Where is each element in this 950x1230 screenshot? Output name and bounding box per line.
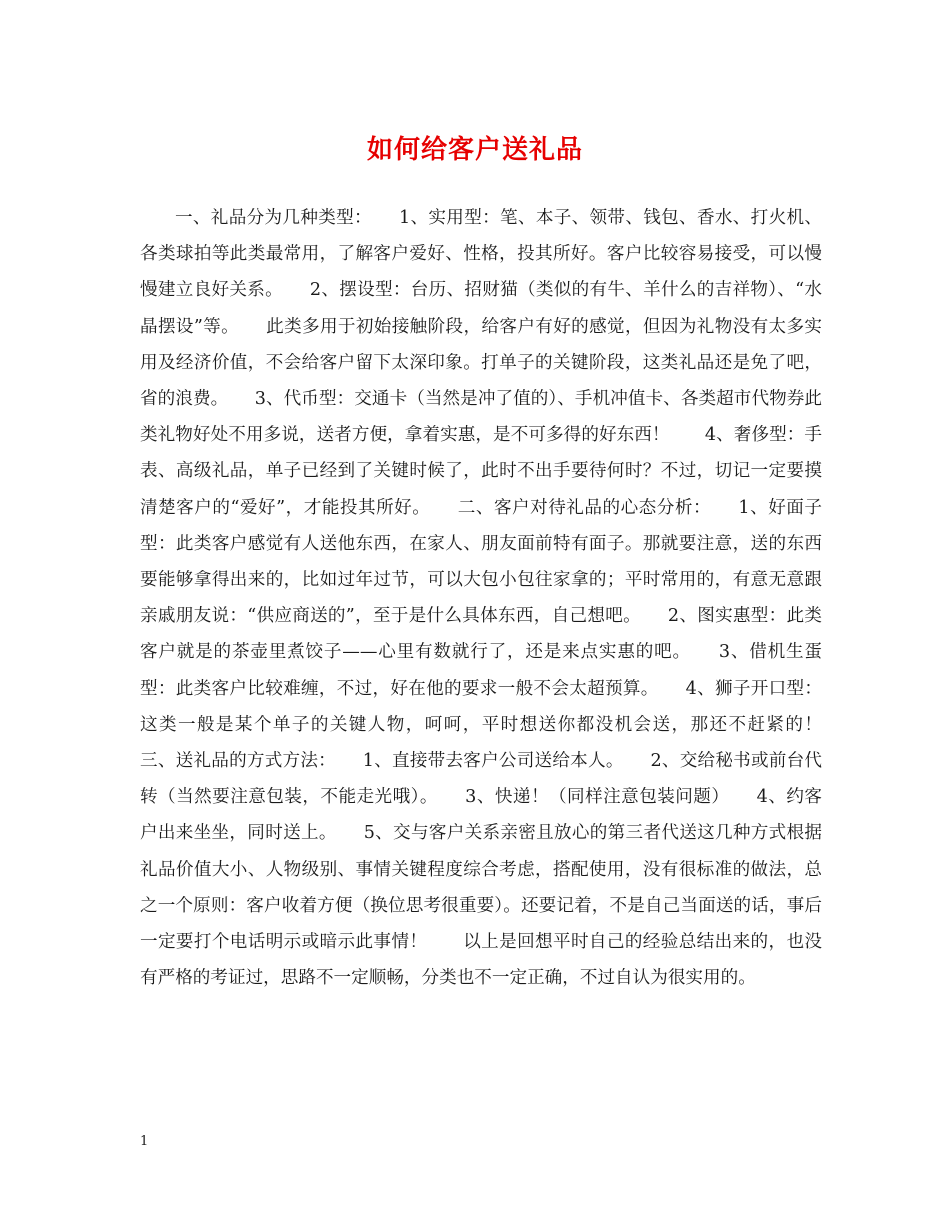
document-body: 一、礼品分为几种类型： 1、实用型：笔、本子、领带、钱包、香水、打火机、各类球拍等此类最常用，了解客户爱好、性格，投其所好。客户比较容易接受，可以慢慢建立良好关系。 2、摆设型：台历、招财猫（类似的有牛、羊什么的吉祥物）、“水晶摆设”等。 此类多用于初始接触阶段，给客户有好的感觉，但因为礼物没有太多实用及经济价值，不会给客户留下太深印象。打单子的关键阶段，这类礼品还是免了吧，省的浪费。 3、代币型：交通卡（当然是冲了值的）、手机冲值卡、各类超市代物券此类礼物好处不用多说，送者方便，拿着实惠，是不可多得的好东西！ 4、奢侈型：手表、高级礼品，单子已经到了关键时候了，此时不出手要待何时？不过，切记一定要摸清楚客户的“爱好”，才能投其所好。 二、客户对待礼品的心态分析： 1、好面子型：此类客户感觉有人送他东西，在家人、朋友面前特有面子。那就要注意，送的东西要能够拿得出来的，比如过年过节，可以大包小包往家拿的；平时常用的，有意无意跟亲戚朋友说：“供应商送的”，至于是什么具体东西，自己想吧。 2、图实惠型：此类客户就是的茶壶里煮饺子——心里有数就行了，还是来点实惠的吧。 3、借机生蛋型：此类客户比较难缠，不过，好在他的要求一般不会太超预算。 4、狮子开口型：这类一般是某个单子的关键人物，呵呵，平时想送你都没机会送，那还不赶紧的！ 三、送礼品的方式方法： 1、直接带去客户公司送给本人。 2、交给秘书或前台代转（当然要注意包装，不能走光哦）。 3、快递！（同样注意包装问题） 4、约客户出来坐坐，同时送上。 5、交与客户关系亲密且放心的第三者代送这几种方式根据礼品价值大小、人物级别、事情关键程度综合考虑，搭配使用，没有很标准的做法，总之一个原则：客户收着方便（换位思考很重要）。还要记着，不是自己当面送的话，事后一定要打个电话明示或暗示此事情！ 以上是回想平时自己的经验总结出来的，也没有严格的考证过，思路不一定顺畅，分类也不一定正确，不过自认为很实用的。 xyxy=(140,208,858,989)
document-title: 如何给客户送礼品 xyxy=(366,135,583,165)
page-number: 1 xyxy=(140,1134,149,1149)
